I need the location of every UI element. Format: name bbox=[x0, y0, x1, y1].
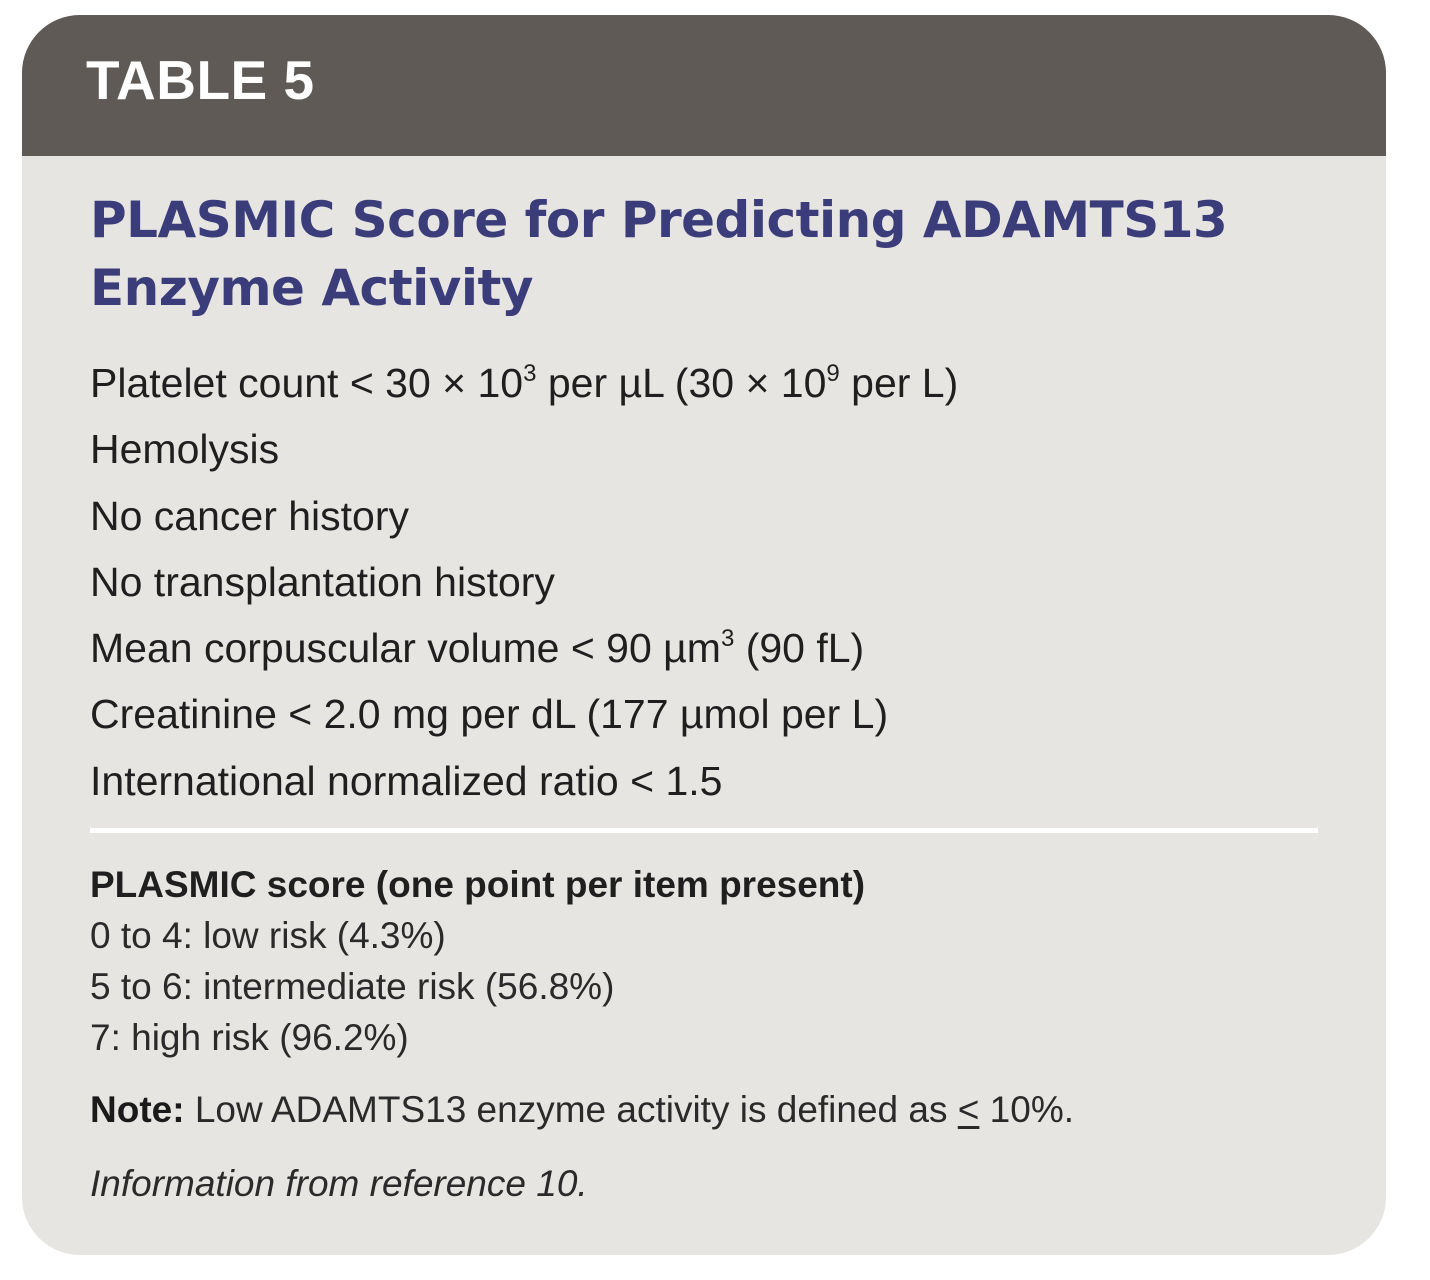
card-body bbox=[22, 156, 1386, 1209]
table-number-label: TABLE 5 bbox=[86, 49, 315, 111]
less-equal-symbol: < bbox=[957, 1089, 980, 1131]
table-card bbox=[22, 15, 1386, 1255]
superscript: 3 bbox=[720, 625, 735, 653]
criterion-inr: International normalized ratio < 1.5 bbox=[90, 757, 723, 804]
score-level-high: 7: high risk (96.2%) bbox=[90, 1017, 409, 1059]
card-header bbox=[22, 15, 1386, 156]
note-text: Low ADAMTS13 enzyme activity is defined as bbox=[184, 1089, 958, 1131]
score-level-low: 0 to 4: low risk (4.3%) bbox=[90, 915, 446, 957]
source-citation: Information from reference 10. bbox=[90, 1163, 588, 1205]
criterion-text: Platelet count < 30 × 10 bbox=[90, 360, 524, 406]
criterion-hemolysis: Hemolysis bbox=[90, 426, 280, 473]
score-level-intermediate: 5 to 6: intermediate risk (56.8%) bbox=[90, 966, 615, 1008]
score-levels-list bbox=[90, 910, 1318, 1063]
superscript: 9 bbox=[826, 360, 840, 387]
criterion-platelet-count bbox=[90, 350, 1318, 416]
criterion-text: per L) bbox=[839, 360, 959, 406]
criterion-no-transplant: No transplantation history bbox=[90, 558, 555, 605]
note-text-end: 10%. bbox=[979, 1089, 1075, 1131]
criteria-list bbox=[90, 350, 1318, 814]
criterion-text: Mean corpuscular volume < 90 µm bbox=[90, 625, 721, 672]
note bbox=[90, 1085, 1318, 1135]
note-label: Note: bbox=[90, 1089, 185, 1131]
table-title: PLASMIC Score for Predicting ADAMTS13 Enzyme Activity bbox=[90, 191, 1228, 317]
superscript: 3 bbox=[523, 360, 537, 387]
score-heading: PLASMIC score (one point per item present) bbox=[90, 864, 866, 906]
criterion-text: per µL (30 × 10 bbox=[536, 360, 827, 406]
criterion-creatinine: Creatinine < 2.0 mg per dL (177 µmol per L) bbox=[90, 691, 889, 738]
criterion-text: (90 fL) bbox=[734, 625, 865, 672]
divider bbox=[90, 828, 1318, 833]
criterion-mcv bbox=[90, 615, 1318, 681]
criterion-no-cancer: No cancer history bbox=[90, 492, 410, 539]
